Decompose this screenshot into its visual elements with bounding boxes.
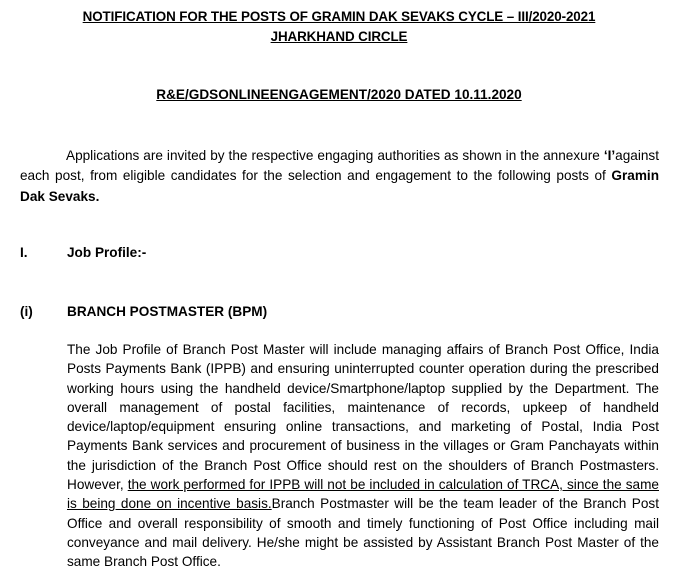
bpm-profile-text-continued: Branch Postmaster will be the team leader of the Branch Post Office and overall responsibility of smooth and timely functioning of Post Office including mail conveyance and mail delivery. He/she might be assisted by Assistant Branch Post Master of the same Branch Post Office.: [67, 496, 659, 570]
intro-paragraph: [20, 146, 659, 207]
section-number: I.: [20, 245, 28, 260]
notification-title: NOTIFICATION FOR THE POSTS OF GRAMIN DAK SEVAKS CYCLE – III/2020-2021: [82, 9, 596, 24]
subsection-title: BRANCH POSTMASTER (BPM): [67, 304, 268, 319]
intro-text: Applications are invited by the respective engaging authorities as shown in the annexure: [66, 148, 604, 163]
subsection-number: (i): [20, 304, 33, 319]
section-title: Job Profile:-: [67, 245, 147, 260]
annexure-label: ‘I’: [603, 148, 616, 163]
post-name: Gramin Dak Sevaks.: [20, 168, 659, 204]
reference-number: R&E/GDSONLINEENGAGEMENT/2020 DATED 10.11.2020: [156, 87, 522, 102]
circle-title: JHARKHAND CIRCLE: [270, 29, 408, 44]
bpm-profile-paragraph: [67, 340, 659, 572]
intro-text-continued: against each post, from eligible candidates for the selection and engagement to the following posts of: [20, 148, 659, 184]
ippb-underlined-note: the work performed for IPPB will not be included in calculation of TRCA, since the same is being done on incentive basis.: [67, 477, 659, 512]
bpm-profile-text: The Job Profile of Branch Post Master will include managing affairs of Branch Post Office, India Posts Payments Bank (IPPB) and ensuring uninterrupted counter operation during the prescribed working hours using the handheld device/Smartphone/laptop supplied by the Department. The overall management of postal facilities, maintenance of records, upkeep of handheld device/laptop/equipment ensuring online transactions, and marketing of Postal, India Post Payments Bank services and procurement of business in the villages or Gram Panchayats within the jurisdiction of the Branch Post Office should rest on the shoulders of Branch Postmasters. However,: [67, 342, 659, 493]
